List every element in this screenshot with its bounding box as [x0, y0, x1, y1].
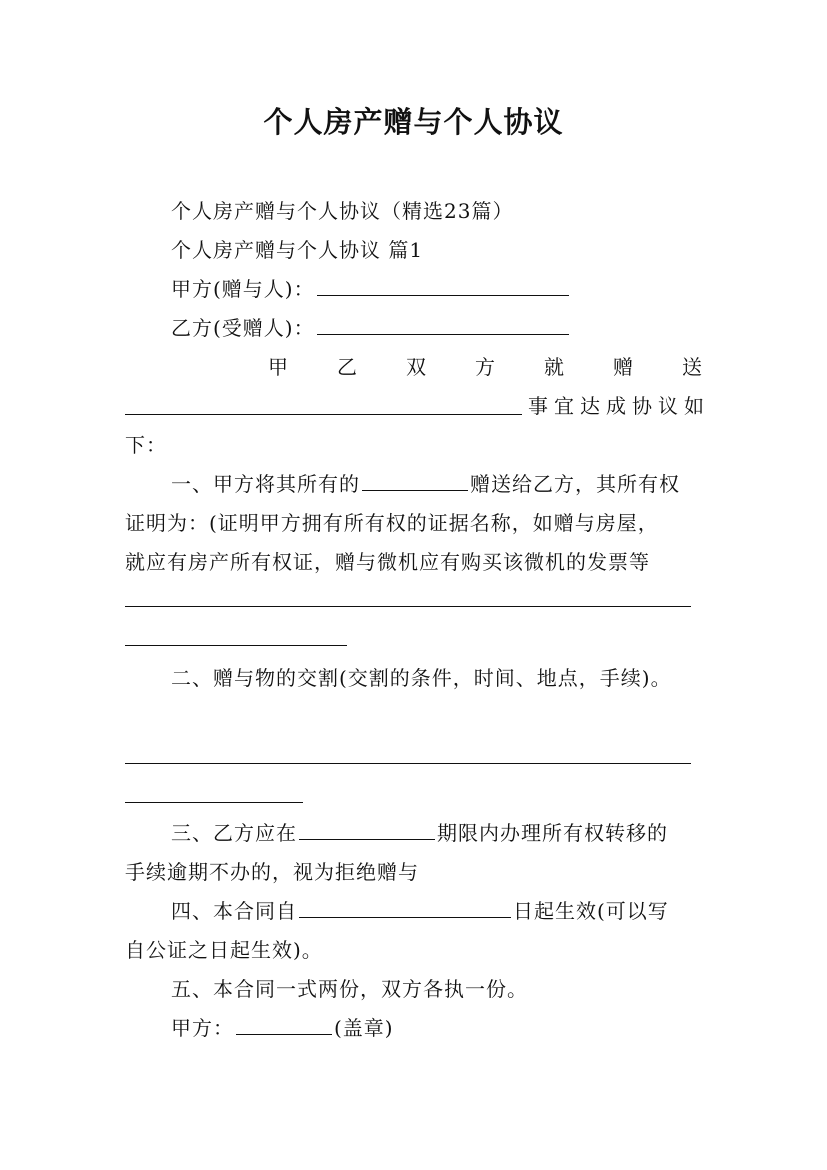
clause-1-pre: 一、甲方将其所有的: [171, 472, 360, 496]
intro-char: 乙: [337, 355, 357, 379]
clause-1-post: 赠送给乙方，其所有权: [470, 472, 680, 496]
clause-4-line-1: [171, 898, 669, 924]
intro-blank: [125, 414, 522, 415]
signature-party-a: [171, 1015, 394, 1041]
party-a-label: 甲方(赠与人)：: [171, 277, 315, 301]
section-heading: 个人房产赠与个人协议 篇1: [171, 238, 424, 262]
seal-note: (盖章): [334, 1016, 394, 1040]
document-title: 个人房产赠与个人协议: [263, 105, 564, 139]
clause-2-rule-1: [125, 763, 691, 764]
party-a-line: [171, 276, 571, 302]
subtitle: 个人房产赠与个人协议（精选23篇）: [171, 199, 514, 223]
intro-spread-line: [268, 354, 702, 380]
clause-1-rule-2: [125, 645, 347, 646]
clause-3-pre: 三、乙方应在: [171, 821, 297, 845]
clause-1-line-3: 就应有房产所有权证，赠与微机应有购买该微机的发票等: [125, 550, 650, 574]
signature-a-blank: [236, 1016, 332, 1035]
clause-3-post: 期限内办理所有权转移的: [437, 821, 668, 845]
clause-4-blank: [299, 899, 511, 918]
clause-4-line-2: 自公证之日起生效)。: [125, 938, 323, 962]
clause-3-blank: [299, 821, 435, 840]
party-a-blank: [317, 277, 569, 296]
clause-1-blank: [362, 472, 468, 491]
intro-char: 就: [544, 355, 564, 379]
party-b-line: [171, 315, 571, 341]
intro-char: 双: [406, 355, 426, 379]
clause-5: 五、本合同一式两份，双方各执一份。: [171, 977, 528, 1001]
clause-1-line-1: [171, 471, 680, 497]
signature-a-label: 甲方：: [171, 1016, 234, 1040]
intro-char: 赠: [613, 355, 633, 379]
clause-3-line-1: [171, 820, 668, 846]
clause-4-pre: 四、本合同自: [171, 899, 297, 923]
intro-end: 下：: [125, 433, 167, 457]
clause-3-line-2: 手续逾期不办的，视为拒绝赠与: [125, 860, 419, 884]
intro-char: 甲: [268, 355, 288, 379]
intro-char: 送: [682, 355, 702, 379]
clause-2: 二、赠与物的交割(交割的条件，时间、地点，手续)。: [171, 666, 672, 690]
party-b-label: 乙方(受赠人)：: [171, 316, 315, 340]
intro-tail: 事宜达成协议如: [528, 394, 710, 418]
party-b-blank: [317, 316, 569, 335]
intro-char: 方: [475, 355, 495, 379]
clause-4-post: 日起生效(可以写: [513, 899, 669, 923]
clause-1-line-2: 证明为：(证明甲方拥有所有权的证据名称，如赠与房屋，: [125, 511, 659, 535]
clause-1-rule-1: [125, 606, 691, 607]
clause-2-rule-2: [125, 802, 303, 803]
